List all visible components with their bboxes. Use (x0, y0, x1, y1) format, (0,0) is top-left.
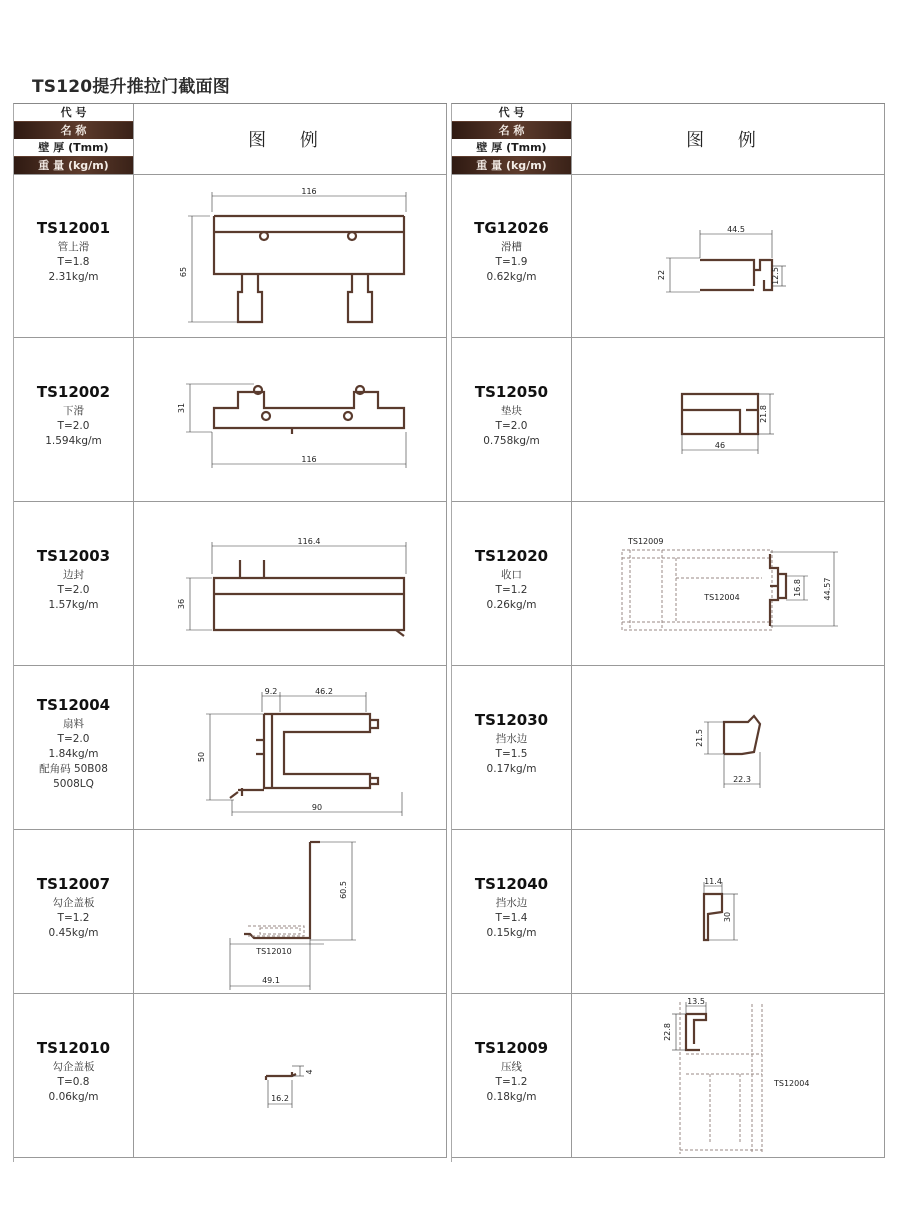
profile-thickness: T=1.8 (57, 255, 90, 268)
dim-label: 22 (657, 269, 666, 281)
profile-code: TS12004 (36, 695, 111, 714)
dim-label: 116 (301, 455, 317, 464)
dim-label: 44.57 (823, 577, 832, 601)
profile-row (14, 830, 447, 994)
profile-info (14, 502, 133, 665)
dim-label: TS12010 (256, 947, 292, 956)
profile-code: TS12002 (36, 382, 111, 401)
profile-info (452, 502, 571, 665)
header-labels (14, 104, 133, 174)
profile-weight: 0.18kg/m (486, 1090, 537, 1103)
profile-drawing (571, 174, 885, 337)
profile-name: 压线 (501, 1060, 522, 1073)
dim-label: 36 (177, 598, 186, 610)
header-weight-label: 重 量 (kg/m) (452, 157, 571, 175)
profile-thickness: T=2.0 (495, 419, 528, 432)
profile-row (452, 994, 885, 1158)
profile-row (452, 338, 885, 502)
dim-label: 50 (197, 751, 206, 763)
header-thickness-label: 壁 厚 (Tmm) (452, 139, 571, 157)
header-weight-label: 重 量 (kg/m) (14, 157, 133, 175)
header-thickness-label: 壁 厚 (Tmm) (14, 139, 133, 157)
profile-table-left (13, 103, 447, 1162)
table-header (14, 104, 447, 175)
profile-code: TS12010 (36, 1038, 111, 1057)
profile-row (452, 666, 885, 830)
header-labels (452, 104, 571, 174)
profile-info (14, 666, 133, 829)
profile-thickness: T=1.9 (495, 255, 528, 268)
profile-accessory: 配角码 50B08 (39, 762, 108, 775)
profile-info (452, 666, 571, 829)
profile-code: TS12020 (474, 546, 549, 565)
dim-label: 116.4 (297, 537, 321, 546)
profile-weight: 0.06kg/m (48, 1090, 99, 1103)
profile-drawing (571, 338, 885, 501)
profile-name: 边封 (63, 568, 84, 581)
profile-code: TS12001 (36, 218, 111, 237)
profile-drawing (133, 994, 447, 1157)
dim-label: 44.5 (727, 225, 745, 234)
profile-weight: 0.26kg/m (486, 598, 537, 611)
dim-label: 16.2 (271, 1094, 289, 1103)
profile-info (14, 338, 133, 501)
dim-label: 30 (723, 911, 732, 923)
profile-row (14, 174, 447, 338)
profile-code: TS12003 (36, 546, 111, 565)
profile-name: 挡水边 (495, 732, 528, 745)
dim-label: 21.8 (759, 405, 768, 423)
profile-info (452, 338, 571, 501)
header-name-label: 名 称 (452, 122, 571, 140)
profile-weight: 1.57kg/m (48, 598, 99, 611)
profile-thickness: T=1.4 (495, 911, 528, 924)
dim-label: 11.4 (704, 877, 722, 886)
profile-drawing (571, 830, 885, 993)
profile-weight: 2.31kg/m (48, 270, 99, 283)
profile-name: 垫块 (501, 404, 522, 417)
profile-info (14, 174, 133, 337)
profile-weight: 0.45kg/m (48, 926, 99, 939)
profile-weight: 0.17kg/m (486, 762, 537, 775)
profile-drawing (571, 502, 885, 665)
profile-row (452, 502, 885, 666)
profile-code: TS12007 (36, 874, 111, 893)
profile-thickness: T=1.2 (495, 1075, 528, 1088)
dim-label: 13.5 (687, 997, 705, 1006)
dim-label: 60.5 (339, 881, 348, 899)
dim-label: TS12009 (628, 537, 664, 546)
profile-row (14, 666, 447, 830)
profile-accessory-code: 5008LQ (53, 777, 94, 790)
dim-label: TS12004 (704, 593, 740, 602)
dim-label: 49.1 (262, 976, 280, 985)
profile-row (14, 338, 447, 502)
profile-name: 挡水边 (495, 896, 528, 909)
profile-name: 勾企盖板 (52, 1060, 95, 1073)
profile-info (452, 174, 571, 337)
profile-row (14, 502, 447, 666)
dim-label: 31 (177, 402, 186, 414)
profile-thickness: T=1.5 (495, 747, 528, 760)
profile-name: 收口 (501, 568, 522, 581)
profile-name: 滑槽 (501, 240, 522, 253)
dim-label: TS12004 (774, 1079, 810, 1088)
dim-label: 12.5 (771, 267, 780, 285)
header-code-label: 代 号 (14, 104, 133, 122)
dim-label: 46 (714, 441, 726, 450)
header-name-label: 名 称 (14, 122, 133, 140)
dim-label: 46.2 (315, 687, 333, 696)
profile-name: 勾企盖板 (52, 896, 95, 909)
profile-weight: 0.15kg/m (486, 926, 537, 939)
dim-label: 65 (179, 266, 188, 278)
dim-label: 90 (311, 803, 323, 812)
dim-label: 21.5 (695, 729, 704, 747)
profile-info (14, 830, 133, 993)
profile-drawing (571, 666, 885, 829)
dim-label: 22.8 (663, 1023, 672, 1041)
dim-label: 116 (301, 187, 317, 196)
profile-drawing (133, 502, 447, 665)
profile-code: TS12030 (474, 710, 549, 729)
profile-weight: 0.62kg/m (486, 270, 537, 283)
profile-thickness: T=2.0 (57, 583, 90, 596)
profile-drawing (133, 830, 447, 993)
profile-name: 扇料 (63, 717, 84, 730)
header-legend: 图 例 (133, 104, 447, 174)
profile-code: TS12050 (474, 382, 549, 401)
profile-info (452, 994, 571, 1157)
profile-drawing (571, 994, 885, 1157)
profile-weight: 0.758kg/m (483, 434, 540, 447)
dim-label: 16.8 (793, 579, 802, 597)
dim-label: 22.3 (733, 775, 751, 784)
profile-drawing (133, 174, 447, 337)
header-legend: 图 例 (571, 104, 885, 174)
profile-row (452, 174, 885, 338)
profile-weight: 1.594kg/m (45, 434, 102, 447)
profile-drawing (133, 338, 447, 501)
profile-name: 下滑 (63, 404, 84, 417)
table-header (452, 104, 885, 175)
profile-drawing (133, 666, 447, 829)
profile-code: TG12026 (474, 218, 549, 237)
profile-code: TS12040 (474, 874, 549, 893)
profile-row (14, 994, 447, 1158)
dim-label: 9.2 (264, 687, 278, 696)
profile-thickness: T=0.8 (57, 1075, 90, 1088)
profile-weight: 1.84kg/m (48, 747, 99, 760)
profile-name: 管上滑 (57, 240, 90, 253)
dim-label: 4 (305, 1069, 314, 1075)
page-title: TS120提升推拉门截面图 (32, 77, 230, 97)
profile-thickness: T=1.2 (57, 911, 90, 924)
profile-info (452, 830, 571, 993)
profile-thickness: T=2.0 (57, 732, 90, 745)
profile-thickness: T=2.0 (57, 419, 90, 432)
profile-thickness: T=1.2 (495, 583, 528, 596)
profile-row (452, 830, 885, 994)
profile-info (14, 994, 133, 1157)
header-code-label: 代 号 (452, 104, 571, 122)
profile-code: TS12009 (474, 1038, 549, 1057)
profile-table-right (451, 103, 885, 1162)
